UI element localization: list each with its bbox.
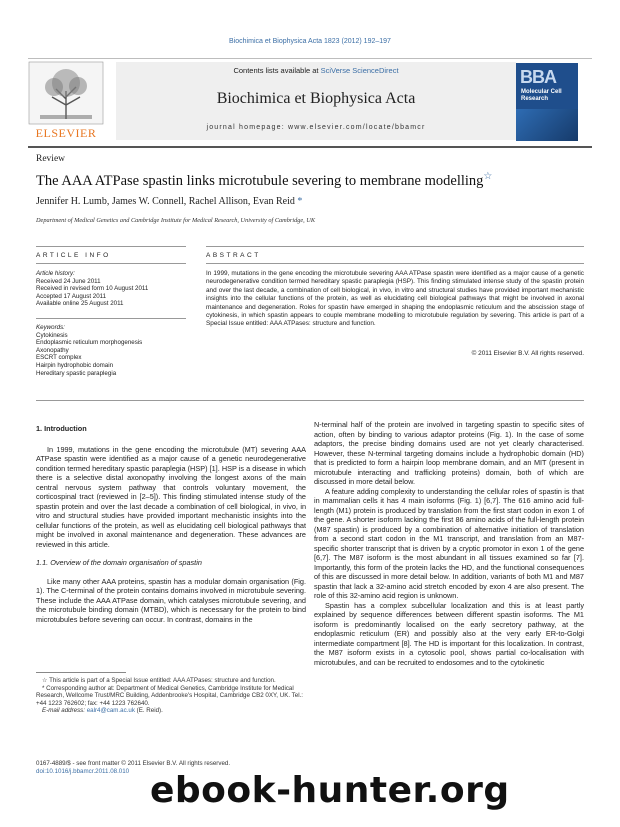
- corresponding-author-mark[interactable]: *: [297, 196, 303, 207]
- keywords-rule: [36, 318, 186, 319]
- intro-paragraph: In 1999, mutations in the gene encoding the microtubule (MT) severing AAA ATPase spastin were identified as a major cause of a genetic neurodegenerative condition termed hereditary spastic paraplegia (HSP) [1]. HSP is a disease in which there is a selective distal axonopathy involving the longest axons of the main central nervous system pathway that controls voluntary movement, the corticospinal tract (reviewed in [2–5]). This finding stimulated intense study of the spastin protein and over the last decade a combination of cell biological, in vivo, in vitro and structural studies have provided important mechanistic insights into the cellular functions of the protein, as well as elucidating cell biological pathways that might be involved in axonal maintenance and degeneration. These advances are reviewed in this article.: [36, 444, 306, 549]
- affiliation: Department of Medical Genetics and Cambridge Institute for Medical Research, University of Cambridge, UK: [36, 217, 316, 224]
- journal-header: [28, 58, 592, 142]
- email-link[interactable]: ealr4@cam.ac.uk: [86, 707, 135, 715]
- history-item: Received in revised form 10 August 2011: [36, 285, 149, 293]
- issn-line: 0167-4889/$ - see front matter © 2011 Elsevier B.V. All rights reserved.: [36, 760, 231, 767]
- history-label: Article history:: [36, 270, 75, 277]
- body-paragraph: N-terminal half of the protein are involved in targeting spastin to specific sites of action, often by binding to various adaptor proteins (Fig. 1). In the case of some adaptors, the precise binding domains used are not yet clearly characterised. However, these N-terminal targeting domains include a hydrophobic domain (HD) that is predicted to form a hairpin loop membrane domain, and an MIT (present in microtubule interacting and trafficking proteins) domain, both of which are discussed in more detail below.: [314, 420, 584, 486]
- elsevier-wordmark: ELSEVIER: [35, 126, 97, 140]
- footnote-divider: [36, 672, 126, 673]
- special-issue-note: ☆ This article is part of a Special Issue entitled: AAA ATPases: structure and function.: [42, 677, 276, 684]
- keyword: Endoplasmic reticulum morphogenesis: [36, 339, 143, 347]
- info-heading-rule: [36, 263, 186, 264]
- email-note: [36, 707, 306, 715]
- article-title: [36, 171, 596, 190]
- cover-subtitle: Molecular Cell Research: [521, 89, 562, 102]
- corresponding-author-note: * Corresponding author at: Department of Medical Genetics, Cambridge Institute for Medical Research, Wellcome Trust/MRC Building, Addenbrooke's Hospital, Cambridge CB2 0XY, UK. Tel.: +44 1223 762602; fax: +44 1223 762640.: [36, 684, 304, 707]
- doi-link[interactable]: doi:10.1016/j.bbamcr.2011.08.010: [36, 768, 130, 775]
- keyword: Hairpin hydrophobic domain: [36, 361, 114, 369]
- domain-paragraph: Like many other AAA proteins, spastin has a modular domain organisation (Fig. 1). The C-terminal of the protein contains domains involved in microtubule severing. These include the AAA ATPase domain, which catalyses microtubule severing, and the microtubule binding domain (MTBD), which is necessary for the protein to bind microtubules before severing can occur. In contrast, domains in the: [36, 576, 306, 624]
- journal-cover-image: [516, 63, 578, 141]
- keyword: Hereditary spastic paraplegia: [36, 369, 117, 377]
- journal-masthead: [116, 62, 516, 140]
- author-list: [36, 196, 302, 207]
- watermark: ebook-hunter.org: [150, 770, 510, 811]
- abstract-top-rule: [206, 246, 584, 247]
- journal-title: Biochimica et Biophysica Acta: [216, 90, 416, 107]
- info-top-rule: [36, 246, 186, 247]
- article-type: Review: [36, 154, 66, 164]
- abstract-heading: ABSTRACT: [206, 252, 261, 259]
- abstract-copyright: © 2011 Elsevier B.V. All rights reserved.: [471, 350, 584, 357]
- title-text: The AAA ATPase spastin links microtubule severing to membrane modelling: [36, 172, 484, 189]
- left-column: [36, 424, 306, 624]
- body-paragraph: Spastin has a complex subcellular localization and this is at least partly explained by sequence differences between different spastin isoforms. The M1 isoform is predominantly localised on the early secretory pathway, at the endoplasmic reticulum (ER) and possibly also at the very early ER-to-Golgi intermediate compartment [8]. The HD is important for this localization. In contrast, the M87 isoform exists in a cytosolic pool, shows partial co-localisation with microtubules, and can be recruited to endosomes and to the cytokinetic: [314, 600, 584, 667]
- authors-text: Jennifer H. Lumb, James W. Connell, Rachel Allison, Evan Reid: [36, 196, 295, 207]
- keywords-list: [36, 324, 186, 377]
- cover-title: BBA: [520, 67, 556, 87]
- body-paragraph: A feature adding complexity to understanding the cellular roles of spastin is that in mammalian cells it has 4 main isoforms (Fig. 1) [6,7]. The 616 amino acid full-length (M1) protein is produced by translation from the first start codon in exon 1 of the gene. A shorter isoform lacking the first 86 amino acids of the full-length protein (M87 spastin) is produced by a combination of alternative initiation of translation from a second start codon in the M1 transcript, and translation from an M87-specific shorter transcript that is driven by a cryptic promotor in exon 1 of the gene [6,7]. The M87 isoform is the most abundant in all tissues examined so far [7]. Importantly, this form of the protein lacks the HD, and the functional consequences of this are discussed in more detail below. In addition, variants of both M1 and M87 spastin that lack a 32-amino acid stretch encoded by exon 4 are also present. The role of this 32-amino acid region is unknown.: [314, 486, 584, 600]
- keyword: Axonopathy: [36, 346, 69, 354]
- abstract-text: In 1999, mutations in the gene encoding the microtubule severing AAA ATPase spastin were identified as a major cause of a genetic neurodegenerative condition termed hereditary spastic paraplegia (HSP). This finding stimulated intense study of the spastin protein and over the last decade, a combination of cell biological, in vivo, in vitro and structural studies have provided important mechanistic insights into the cellular functions of the protein, as well as elucidating cell biological pathways that might be involved in axonal maintenance and degeneration. Roles for spastin have emerged in shaping the endoplasmic reticulum and the abscission stage of cytokinesis, in which spastin appears to couple membrane modelling to microtubule regulation by severing. This article is part of a Special Issue entitled: AAA ATPases: structure and function.: [206, 270, 584, 328]
- contents-prefix: Contents lists available at: [233, 66, 321, 75]
- elsevier-logo: [28, 61, 104, 141]
- journal-homepage-link[interactable]: journal homepage: www.elsevier.com/locate/bbamcr: [206, 124, 426, 131]
- title-footnote-star[interactable]: ☆: [483, 171, 493, 182]
- contents-line: [116, 66, 516, 75]
- journal-reference[interactable]: Biochimica et Biophysica Acta 1823 (2012) 192–197: [229, 38, 391, 45]
- keywords-label: Keywords:: [36, 324, 65, 331]
- keyword: ESCRT complex: [36, 354, 82, 362]
- abstract-bottom-rule: [36, 400, 584, 401]
- keyword: Cytokinesis: [36, 331, 68, 339]
- history-item: Accepted 17 August 2011: [36, 292, 107, 300]
- header-divider: [28, 146, 592, 148]
- section-heading-introduction: 1. Introduction: [36, 424, 87, 433]
- email-label: E-mail address:: [42, 707, 87, 715]
- article-info-heading: ARTICLE INFO: [36, 252, 111, 259]
- sciencedirect-link[interactable]: SciVerse ScienceDirect: [320, 66, 399, 75]
- cover-graphic: [516, 109, 578, 141]
- right-column: [314, 420, 584, 667]
- history-item: Available online 25 August 2011: [36, 300, 124, 308]
- elsevier-tree-icon: [28, 61, 104, 125]
- footnotes: [36, 677, 306, 715]
- article-history: [36, 270, 186, 308]
- abstract-heading-rule: [206, 263, 584, 264]
- email-suffix: (E. Reid).: [134, 707, 163, 715]
- history-item: Received 24 June 2011: [36, 277, 101, 285]
- subsection-heading: 1.1. Overview of the domain organisation of spastin: [36, 558, 202, 567]
